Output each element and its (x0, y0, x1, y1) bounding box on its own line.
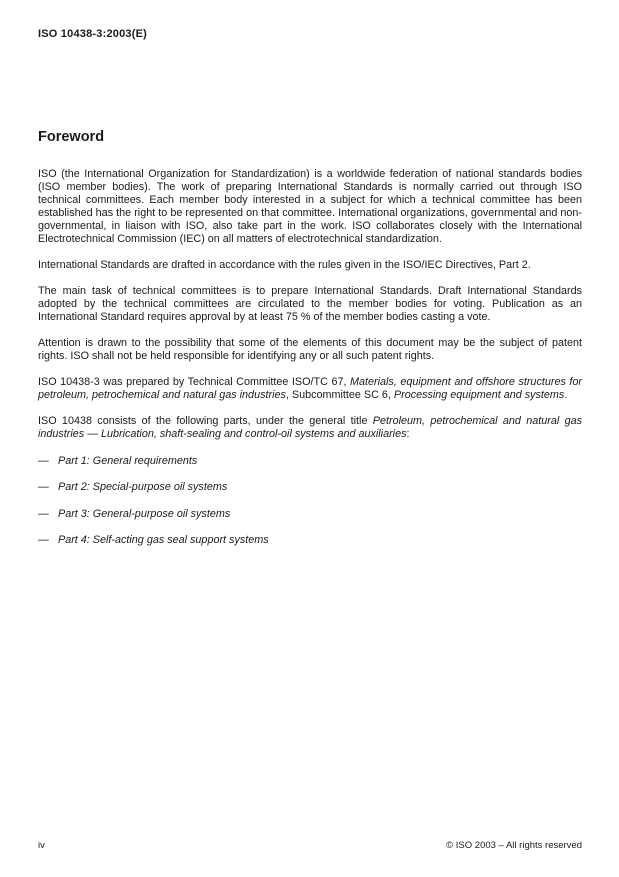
parts-list (38, 455, 582, 548)
document-number-header: ISO 10438-3:2003(E) (38, 28, 147, 40)
part-title: Part 2: Special-purpose oil systems (58, 481, 228, 493)
foreword-paragraph-5 (38, 376, 582, 402)
paragraph-text-segment: , Subcommittee SC 6, (285, 389, 394, 401)
part-title: Part 1: General requirements (58, 454, 198, 467)
paragraph-text-segment: : (406, 428, 410, 440)
series-general-title-italic: Petroleum, petrochemical and natural gas industries — Lubrication, shaft-sealing and control-oil systems and auxiliaries (38, 415, 582, 440)
footer-page-number: iv (38, 840, 45, 851)
committee-title-italic: Materials, equipment and offshore structures for petroleum, petrochemical and natural gas industries (38, 376, 582, 401)
foreword-heading: Foreword (38, 129, 105, 145)
list-dash-marker: — (38, 534, 49, 546)
paragraph-text-segment: ISO 10438-3 was prepared by Technical Committee ISO/TC 67, (38, 376, 350, 388)
list-item (38, 481, 582, 494)
part-title: Part 3: General-purpose oil systems (58, 507, 231, 520)
foreword-paragraph-1: ISO (the International Organization for Standardization) is a worldwide federation of national standards bodies (ISO member bodies). The work of preparing International Standards is normally carried out through ISO technical committees. Each member body interested in a subject for which a technical committee has been established has the right to be represented on that committee. International organizations, governmental and non-governmental, in liaison with ISO, also take part in the work. ISO collaborates closely with the International Electrotechnical Commission (IEC) on all matters of electrotechnical standardization. (38, 168, 582, 245)
list-dash-marker: — (38, 454, 49, 467)
list-dash-marker: — (38, 481, 49, 493)
paragraph-text-segment: . (564, 389, 568, 401)
page-content (38, 0, 582, 547)
paragraph-text-segment: ISO 10438 consists of the following parts, under the general title (38, 415, 373, 427)
list-item (38, 455, 582, 468)
page-footer (38, 840, 582, 851)
list-item (38, 534, 582, 547)
list-item (38, 508, 582, 521)
foreword-paragraph-3: The main task of technical committees is to prepare International Standards. Draft International Standards adopted by the technical committees are circulated to the member bodies for voting. Publication as an International Standard requires approval by at least 75 % of the member bodies casting a vote. (38, 285, 582, 323)
footer-copyright-notice: © ISO 2003 – All rights reserved (446, 840, 582, 851)
foreword-paragraph-4: Attention is drawn to the possibility that some of the elements of this document may be the subject of patent rights. ISO shall not be held responsible for identifying any or all such patent rights. (38, 337, 582, 362)
subcommittee-title-italic: Processing equipment and systems (393, 389, 565, 401)
foreword-paragraph-6 (38, 415, 582, 441)
list-dash-marker: — (38, 507, 49, 520)
part-title: Part 4: Self-acting gas seal support systems (58, 534, 269, 546)
foreword-paragraph-2: International Standards are drafted in accordance with the rules given in the ISO/IEC Directives, Part 2. (38, 259, 531, 271)
